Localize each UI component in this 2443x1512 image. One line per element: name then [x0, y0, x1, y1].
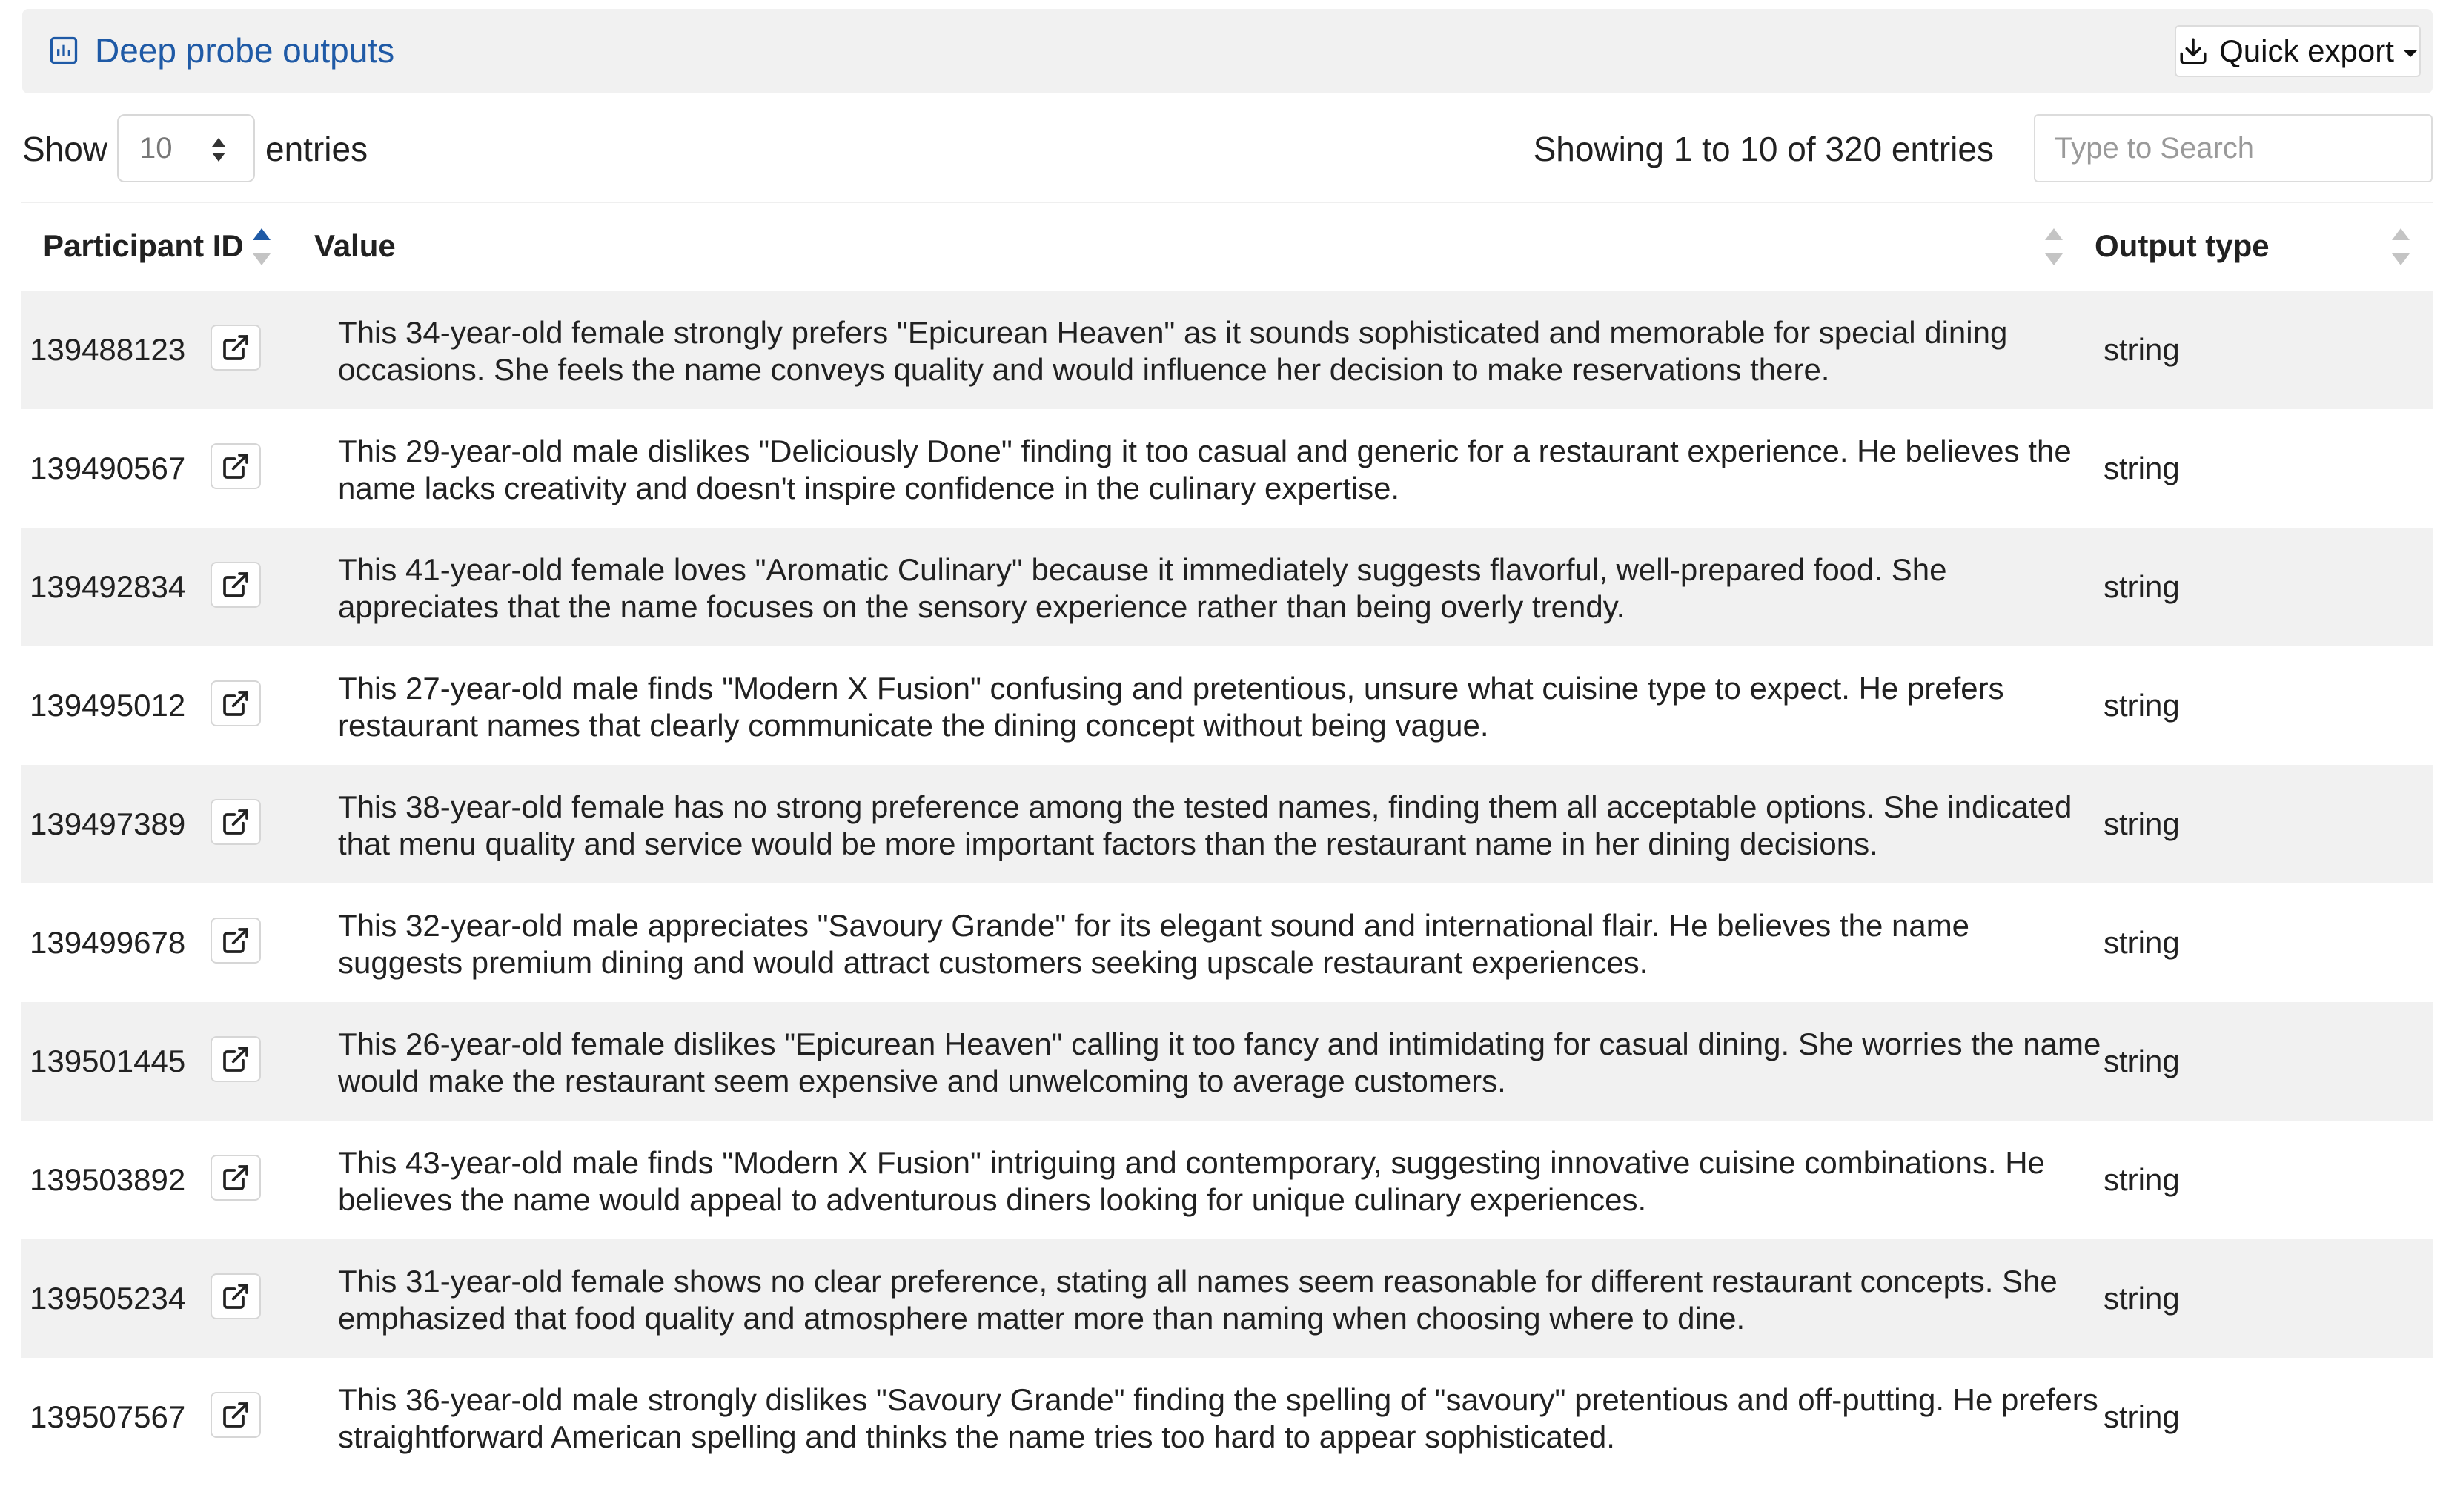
- value-cell: [338, 1358, 2102, 1476]
- external-link-icon: [221, 333, 251, 362]
- showing-info: Showing 1 to 10 of 320 entries: [1533, 130, 1994, 168]
- value-text: This 31-year-old female shows no clear preference, stating all names seem reasonable for different restaurant concepts. She emphasized that food quality and atmosphere matter more than naming when choosing where to dine.: [338, 1264, 2058, 1336]
- participant-id-cell: 139501445: [30, 1044, 186, 1078]
- table-row: [21, 409, 2433, 528]
- column-label: Output type: [2095, 228, 2270, 263]
- output-type-cell: string: [2104, 451, 2180, 485]
- table-controls: [22, 113, 2433, 184]
- sort-icon: [2388, 224, 2413, 270]
- open-participant-button[interactable]: [211, 799, 261, 845]
- output-type-cell: string: [2104, 1162, 2180, 1197]
- open-participant-button[interactable]: [211, 918, 261, 964]
- value-cell: [338, 291, 2102, 409]
- participant-id-cell: 139503892: [30, 1162, 186, 1197]
- page-size-select[interactable]: [117, 114, 255, 182]
- participant-id-cell: 139492834: [30, 569, 186, 604]
- panel-title: [47, 31, 394, 70]
- value-text: This 29-year-old male dislikes "Deliciously Done" finding it too casual and generic for a restaurant experience. He believes the name lacks creativity and doesn't inspire confidence in the culinary expertise.: [338, 434, 2072, 505]
- participant-id-cell: 139507567: [30, 1399, 186, 1434]
- external-link-icon: [221, 807, 251, 837]
- value-cell: [338, 528, 2102, 646]
- value-cell: [338, 1239, 2102, 1358]
- table-row: [21, 291, 2433, 409]
- external-link-icon: [221, 570, 251, 600]
- value-cell: [338, 1121, 2102, 1239]
- value-cell: [338, 765, 2102, 883]
- value-cell: [338, 646, 2102, 765]
- external-link-icon: [221, 1044, 251, 1074]
- panel-title-text: Deep probe outputs: [95, 31, 395, 70]
- table-row: [21, 1239, 2433, 1358]
- table-row: [21, 765, 2433, 883]
- participant-id-cell: 139495012: [30, 688, 186, 723]
- value-cell: [338, 1002, 2102, 1121]
- open-participant-button[interactable]: [211, 443, 261, 489]
- select-arrows-icon: [211, 136, 227, 163]
- output-type-cell: string: [2104, 806, 2180, 841]
- value-cell: [338, 409, 2102, 528]
- output-type-cell: string: [2104, 688, 2180, 723]
- participant-id-cell: 139488123: [30, 332, 186, 367]
- column-header-value[interactable]: [314, 203, 2064, 289]
- open-participant-button[interactable]: [211, 1392, 261, 1438]
- value-text: This 36-year-old male strongly dislikes "Savoury Grande" finding the spelling of "savoury" pretentious and off-putting. He prefers straightforward American spelling and thinks the name tries too hard to appear sophisticated.: [338, 1382, 2098, 1454]
- participant-id-cell: 139505234: [30, 1281, 186, 1316]
- open-participant-button[interactable]: [211, 1155, 261, 1201]
- sort-icon: [2041, 224, 2066, 270]
- table-row: [21, 1358, 2433, 1476]
- open-participant-button[interactable]: [211, 1036, 261, 1082]
- chevron-down-icon: [2403, 50, 2418, 57]
- external-link-icon: [221, 1163, 251, 1193]
- table-row: [21, 528, 2433, 646]
- column-header-participant-id[interactable]: [43, 203, 302, 289]
- output-type-cell: string: [2104, 925, 2180, 960]
- quick-export-label: Quick export: [2219, 33, 2394, 68]
- value-text: This 32-year-old male appreciates "Savoury Grande" for its elegant sound and international flair. He believes the name suggests premium dining and would attract customers seeking upscale restaurant experiences.: [338, 908, 1970, 980]
- column-label: Value: [314, 228, 396, 263]
- external-link-icon: [221, 1281, 251, 1311]
- participant-id-cell: 139497389: [30, 806, 186, 841]
- bar-chart-icon: [47, 34, 80, 67]
- external-link-icon: [221, 1400, 251, 1430]
- entries-label: entries: [265, 130, 368, 168]
- table-row: [21, 1121, 2433, 1239]
- download-icon: [2178, 36, 2209, 67]
- external-link-icon: [221, 689, 251, 718]
- value-text: This 27-year-old male finds "Modern X Fusion" confusing and pretentious, unsure what cuisine type to expect. He prefers restaurant names that clearly communicate the dining concept without being vague.: [338, 671, 2004, 743]
- output-type-cell: string: [2104, 332, 2180, 367]
- output-type-cell: string: [2104, 1399, 2180, 1434]
- output-type-cell: string: [2104, 1281, 2180, 1316]
- output-type-cell: string: [2104, 1044, 2180, 1078]
- open-participant-button[interactable]: [211, 1273, 261, 1319]
- quick-export-button[interactable]: [2175, 25, 2421, 77]
- table-row: [21, 1002, 2433, 1121]
- panel-header: [22, 9, 2433, 93]
- open-participant-button[interactable]: [211, 680, 261, 726]
- search-input[interactable]: [2034, 114, 2433, 182]
- table-header: [21, 202, 2433, 288]
- external-link-icon: [221, 926, 251, 955]
- open-participant-button[interactable]: [211, 562, 261, 608]
- open-participant-button[interactable]: [211, 325, 261, 371]
- value-text: This 43-year-old male finds "Modern X Fusion" intriguing and contemporary, suggesting innovative cuisine combinations. He believes the name would appeal to adventurous diners looking for unique culinary experiences.: [338, 1145, 2045, 1217]
- table-body: [21, 291, 2433, 1476]
- value-text: This 34-year-old female strongly prefers "Epicurean Heaven" as it sounds sophisticated and memorable for special dining occasions. She feels the name conveys quality and would influence her decision to make reservations there.: [338, 315, 2008, 387]
- output-type-cell: string: [2104, 569, 2180, 604]
- participant-id-cell: 139499678: [30, 925, 186, 960]
- value-cell: [338, 883, 2102, 1002]
- sort-ascending-icon: [249, 224, 274, 270]
- value-text: This 38-year-old female has no strong preference among the tested names, finding them all acceptable options. She indicated that menu quality and service would be more important factors than the restaurant name in her dining decisions.: [338, 789, 2072, 861]
- column-header-output-type[interactable]: [2095, 203, 2391, 289]
- page-size-value: 10: [139, 132, 173, 165]
- participant-id-cell: 139490567: [30, 451, 186, 485]
- show-label: Show: [22, 130, 108, 168]
- table-row: [21, 883, 2433, 1002]
- table-row: [21, 646, 2433, 765]
- column-label: Participant ID: [43, 228, 244, 263]
- external-link-icon: [221, 451, 251, 481]
- value-text: This 26-year-old female dislikes "Epicurean Heaven" calling it too fancy and intimidating for casual dining. She worries the name would make the restaurant seem expensive and unwelcoming to average customers.: [338, 1027, 2101, 1098]
- value-text: This 41-year-old female loves "Aromatic Culinary" because it immediately suggests flavorful, well-prepared food. She appreciates that the name focuses on the sensory experience rather than being overly trendy.: [338, 552, 1947, 624]
